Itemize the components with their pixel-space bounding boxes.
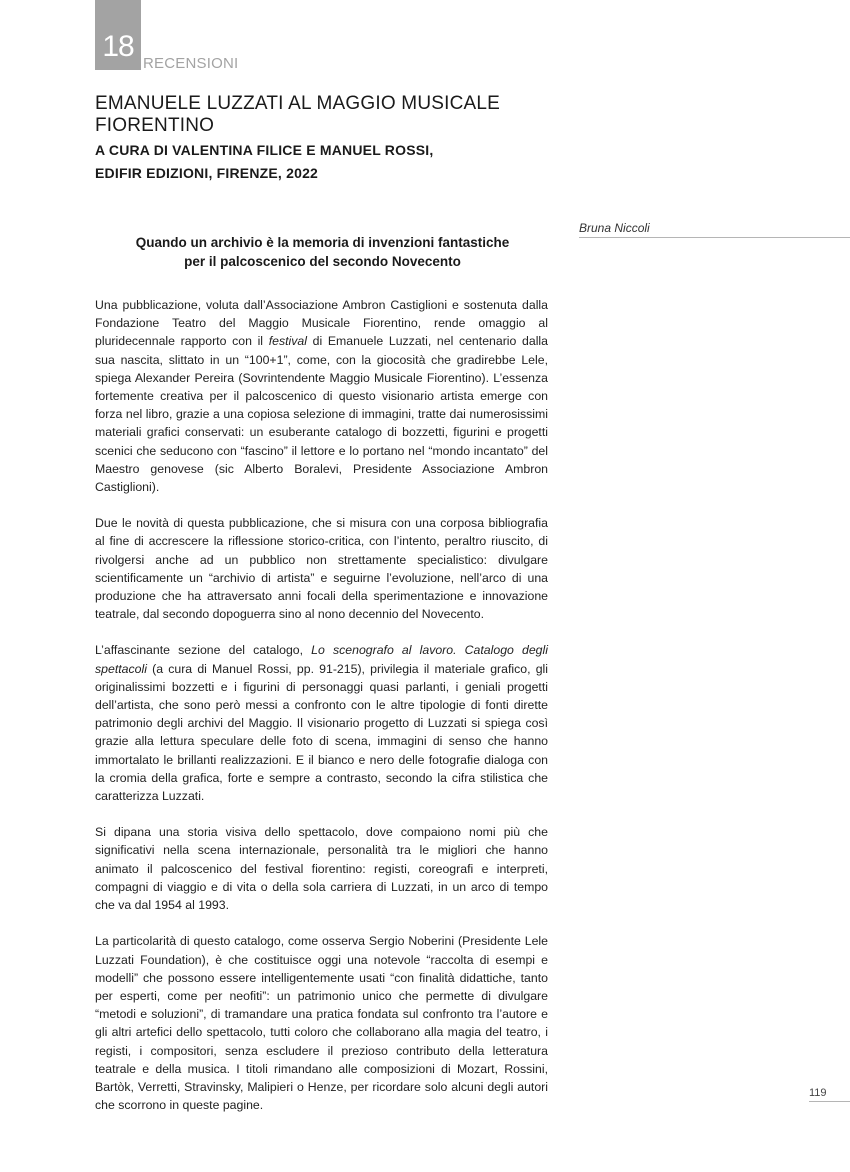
paragraph-1-text-a: Una pubblicazione, voluta dall’Associazione Ambron Castiglioni e sostenuta dalla Fondazione Teatro del Maggio Musicale Fiorentino, rende omaggio al pluridecennale rapporto con il [95, 298, 548, 349]
paragraph-2: Due le novità di questa pubblicazione, che si misura con una corposa bibliografia al fine di accrescere la riflessione storico-critica, con l’intento, peraltro riuscito, di rivolgersi anche ad un pubblico non strettamente specialistico: divulgare scientificamente un “archivio di artista” e seguirne l’evoluzione, nell’arco di una produzione che ha attraversato anni focali della sperimentazione e innovazione teatrale, dal secondo dopoguerra sino al nono decennio del Novecento. [95, 516, 548, 622]
paragraph-1-text-b: di Emanuele Luzzati, nel centenario dalla sua nascita, slittato in un “100+1”, come, con la giocosità che gradirebbe Lele, spiega Alexander Pereira (Sovrintendente Maggio Musicale Fiorentino). L’essenza fortemente creativa per il palcoscenico di questo visionario artista emerge con forza nel libro, grazie a una copiosa selezione di immagini, tratte dai numerosissimi materiali grafici conservati: un esuberante catalogo di bozzetti, figurini e progetti scenici che seducono con “fascino” il lettore e lo portano nel “mondo incantato” del Maestro genovese (sic Alberto Boralevi, Presidente Associazione Ambron Castiglioni). [95, 334, 549, 495]
chapter-number: 18 [102, 30, 134, 63]
paragraph-1-italic: festival [268, 334, 307, 349]
page-number-divider [809, 1101, 850, 1102]
article-subtitle [95, 139, 555, 185]
paragraph-5: La particolarità di questo catalogo, come osserva Sergio Noberini (Presidente Lele Luzzati Foundation), è che costituisce oggi una notevole “raccolta di esempi e modelli” che possono essere intelligentemente usati “con finalità didattiche, tanto per esperti, come per neofiti”: un patrimonio unico che permette di divulgare “metodi e soluzioni”, di tramandare una pratica fondata sul confronto tra l’autore e gli altri artefici dello spettacolo, tutti coloro che collaborano alla magia del teatro, i registi, i compositori, senza escludere il prezioso contributo della letteratura teatrale e della musica. I titoli rimandano alle composizioni di Mozart, Rossini, Bartòk, Verretti, Stravinsky, Malipieri o Henze, per ricordare solo alcuni degli autori che scorrono in queste pagine. [95, 934, 548, 1113]
article-header [95, 93, 555, 185]
paragraph-4: Si dipana una storia visiva dello spettacolo, dove compaiono nomi più che significativi nella scena internazionale, personalità tra le migliori che hanno animato il palcoscenico del festival fiorentino: registi, coreografi e interpreti, compagni di viaggio e di vita o della sola carriera di Luzzati, in un arco di tempo che va dal 1954 al 1993. [95, 825, 548, 913]
paragraph-3-text-b: (a cura di Manuel Rossi, pp. 91-215), privilegia il materiale grafico, gli originalissimi bozzetti e i figurini di personaggi quasi parlanti, i geniali progetti dell’artista, che sono però messi a confronto con le altre tipologie di fonti dirette patrimonio degli archivi del Maggio. Il visionario progetto di Luzzati si spiega così grazie alla lettura speculare delle foto di scena, immagini di senso che hanno immortalato le brillanti realizzazioni. E il bianco e nero delle fotografie dialoga con la cromia della grafica, forte e sempre a contrasto, secondo la cifra stilistica che caratterizza Luzzati. [95, 661, 548, 804]
article-headline [95, 233, 550, 271]
paragraph-3-text-a: L’affascinante sezione del catalogo, [95, 643, 312, 658]
chapter-number-tab [95, 0, 141, 70]
subtitle-line-publisher: EDIFIR EDIZIONI, FIRENZE, 2022 [95, 165, 319, 181]
author-name: Bruna Niccoli [579, 221, 650, 235]
paragraph-3-italic: Lo scenografo al lavoro. Catalogo degli spettacoli [95, 643, 548, 676]
paragraph-1 [95, 296, 548, 496]
headline-line-1: Quando un archivio è la memoria di invenzioni fantastiche [135, 235, 510, 250]
section-label: RECENSIONI [143, 55, 239, 72]
article-body [95, 296, 548, 1132]
subtitle-line-editors: A CURA DI VALENTINA FILICE E MANUEL ROSSI, [95, 142, 434, 158]
author-divider [579, 237, 850, 238]
article-title: EMANUELE LUZZATI AL MAGGIO MUSICALE FIORENTINO [95, 93, 501, 136]
paragraph-3 [95, 641, 548, 805]
page-number: 119 [809, 1087, 827, 1099]
headline-line-2: per il palcoscenico del secondo Novecento [184, 254, 461, 269]
